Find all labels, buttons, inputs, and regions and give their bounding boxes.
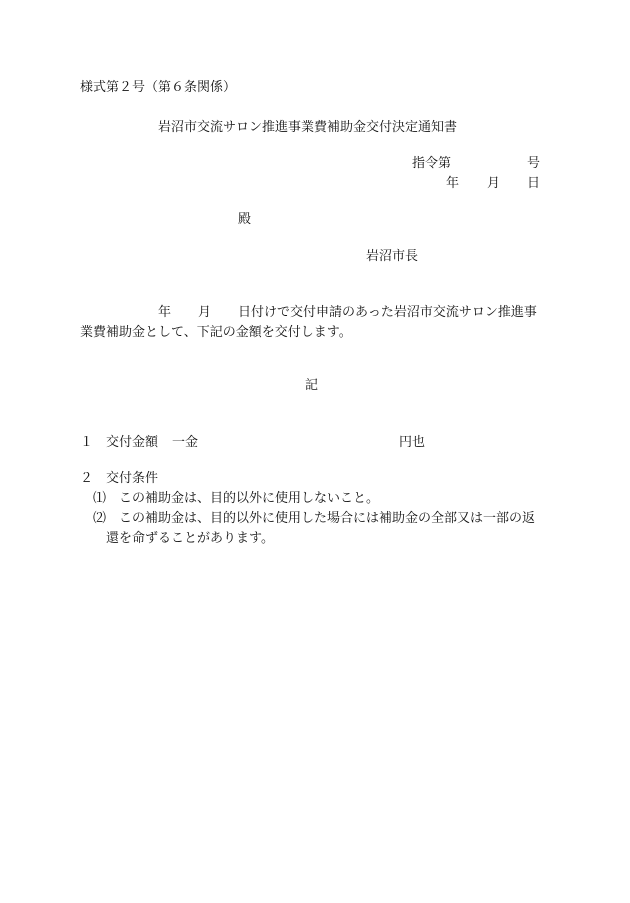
document-title: 岩沼市交流サロン推進事業費補助金交付決定通知書 [158,120,458,135]
ref-year: 年 [446,176,460,191]
form-number: 様式第２号（第６条関係） [80,80,237,95]
condition-1-text: この補助金は、目的以外に使用しないこと。 [119,491,380,506]
item2-label: 交付条件 [106,471,159,486]
item1-label: 交付金額 [106,435,159,450]
ref-day: 日 [527,176,541,191]
body-month: 月 [198,305,212,320]
condition-2-text-line2: 還を命ずることがあります。 [106,531,274,546]
ki-heading: 記 [305,378,319,393]
condition-2-text-line1: この補助金は、目的以外に使用した場合には補助金の全部又は一部の返 [119,511,536,526]
item1-suffix: 円也 [399,435,426,450]
body-line1: 日付けで交付申請のあった岩沼市交流サロン推進事 [238,305,537,320]
item2-number: ２ [80,471,94,486]
item1-prefix: 一金 [172,435,199,450]
body-year: 年 [158,305,172,320]
addressee-honorific: 殿 [238,212,252,227]
item1-number: １ [80,435,94,450]
ref-number-prefix: 指令第 [412,156,452,171]
condition-1-marker: ⑴ [93,491,107,506]
body-line2: 業費補助金として、下記の金額を交付します。 [80,325,352,340]
ref-number-suffix: 号 [527,156,541,171]
ref-month: 月 [487,176,501,191]
issuer-name: 岩沼市長 [366,249,419,264]
condition-2-marker: ⑵ [93,511,107,526]
